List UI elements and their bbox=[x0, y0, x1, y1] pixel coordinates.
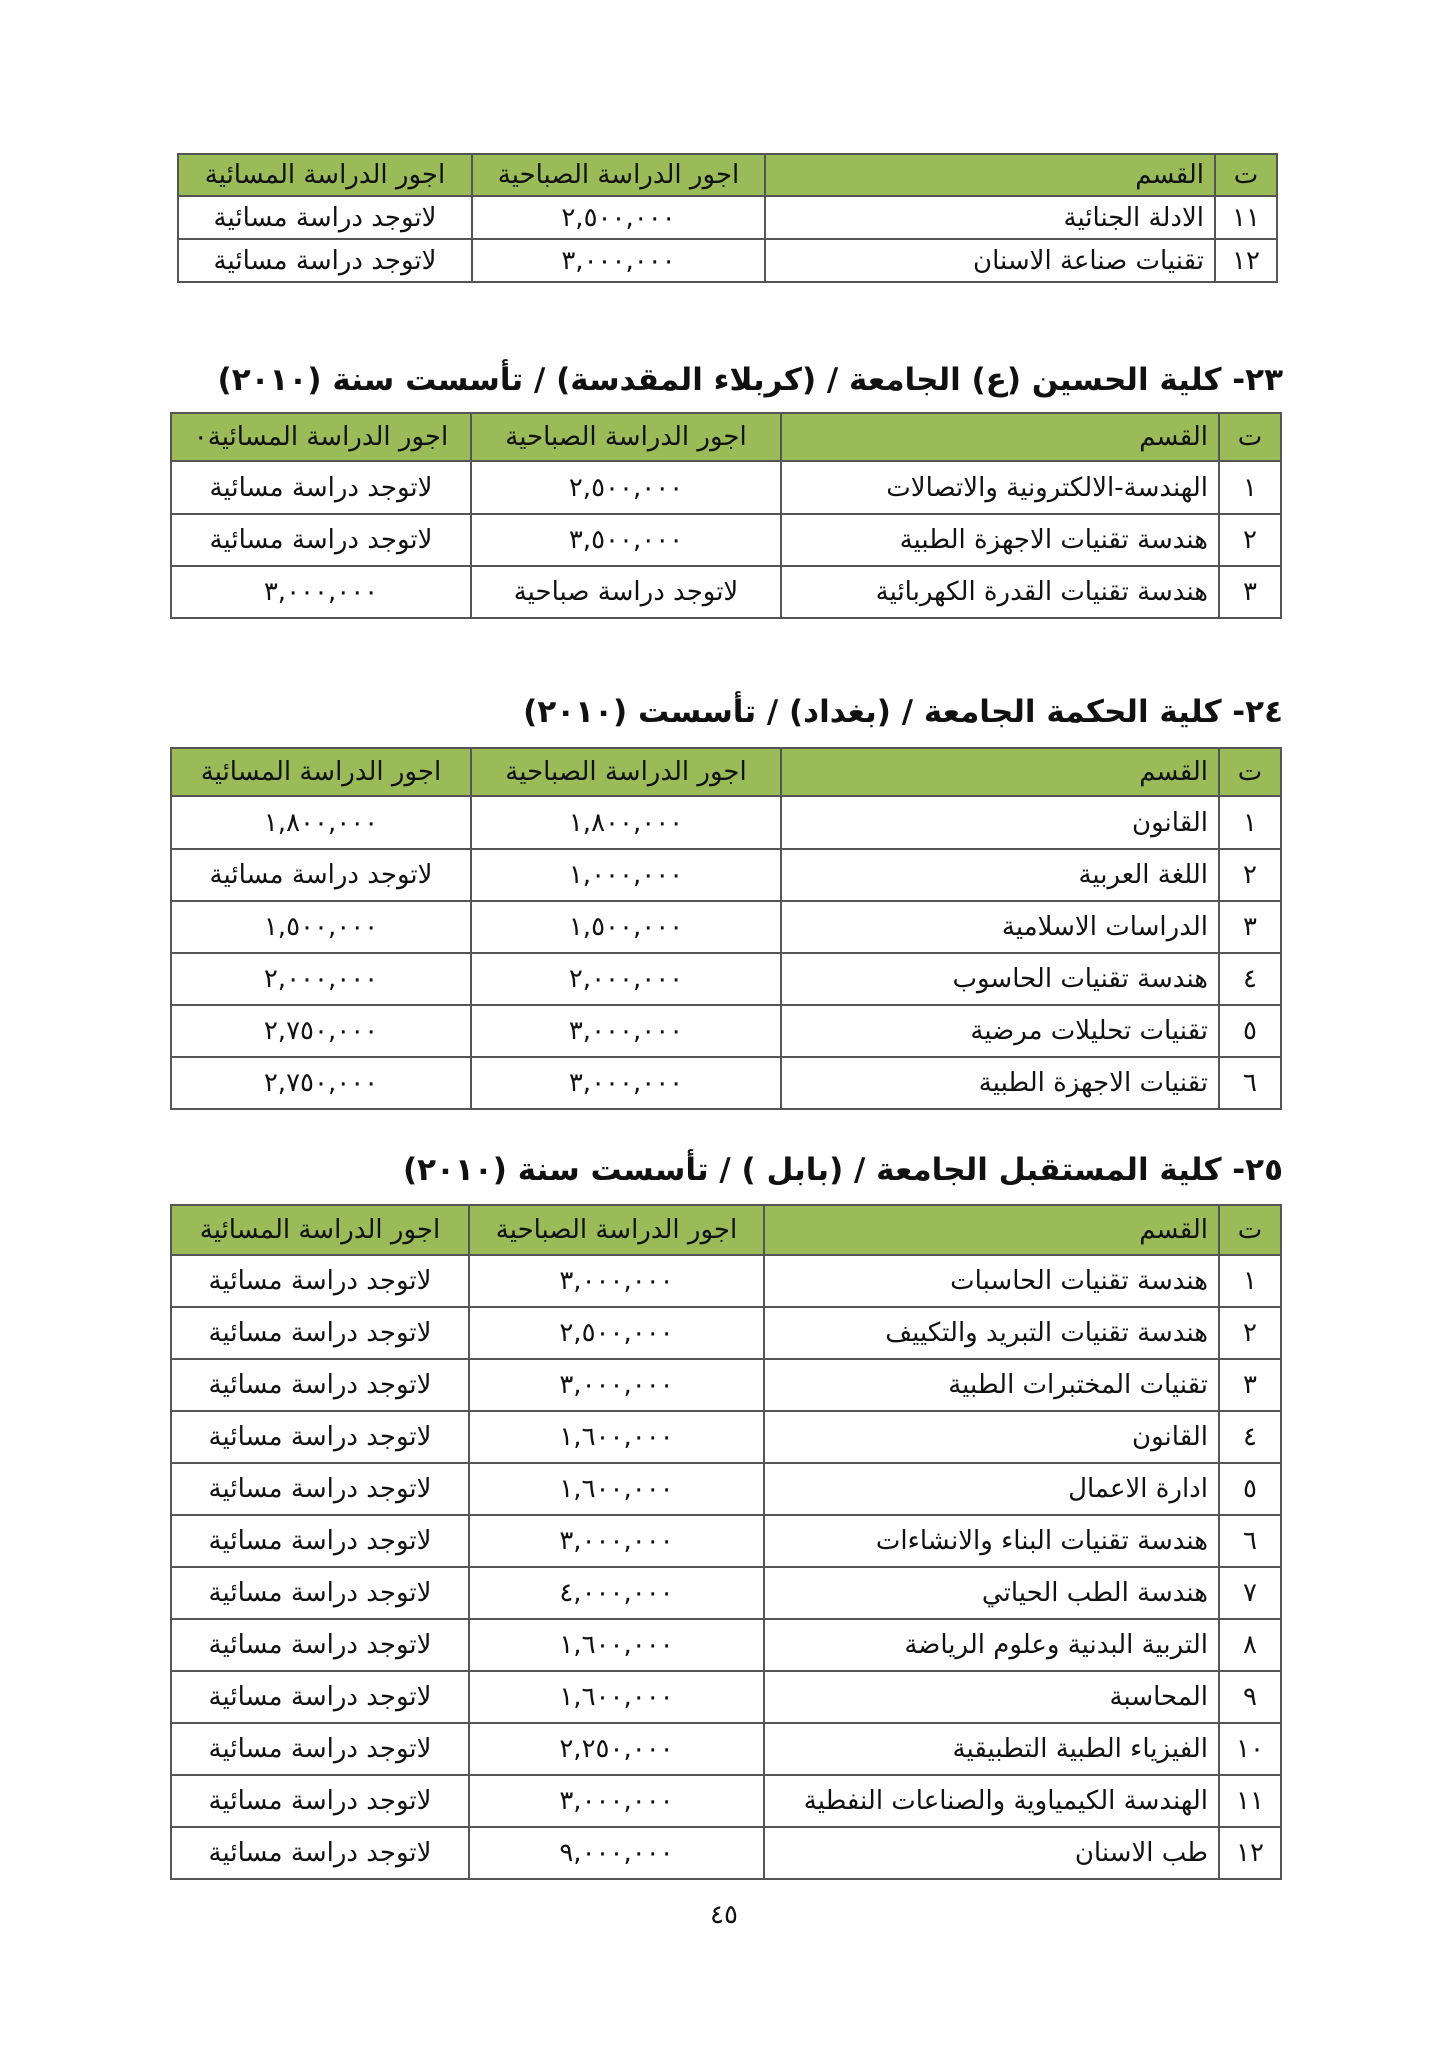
table-row bbox=[171, 1463, 1281, 1515]
cell-evening-fee: لاتوجد دراسة مسائية bbox=[171, 461, 471, 514]
cell-no: ٣ bbox=[1219, 1359, 1281, 1411]
cell-dept: تقنيات المختبرات الطبية bbox=[764, 1359, 1219, 1411]
table-row bbox=[171, 1005, 1281, 1057]
table-header-row bbox=[171, 748, 1281, 796]
cell-no: ٣ bbox=[1219, 901, 1281, 953]
col-header-evening: اجور الدراسة المسائية٠ bbox=[171, 413, 471, 461]
cell-no: ٧ bbox=[1219, 1567, 1281, 1619]
table-row bbox=[171, 1255, 1281, 1307]
col-header-morning: اجور الدراسة الصباحية bbox=[469, 1205, 764, 1255]
cell-dept: طب الاسنان bbox=[764, 1827, 1219, 1879]
table-block-continued bbox=[177, 153, 1278, 283]
fees-table bbox=[177, 153, 1278, 283]
col-header-dept: القسم bbox=[781, 413, 1219, 461]
cell-morning-fee: ٢,٥٠٠,٠٠٠ bbox=[469, 1307, 764, 1359]
col-header-evening: اجور الدراسة المسائية bbox=[178, 154, 472, 196]
cell-morning-fee: ٩,٠٠٠,٠٠٠ bbox=[469, 1827, 764, 1879]
col-header-no: ت bbox=[1219, 413, 1281, 461]
cell-dept: هندسة تقنيات القدرة الكهربائية bbox=[781, 566, 1219, 618]
cell-no: ١٠ bbox=[1219, 1723, 1281, 1775]
fees-table bbox=[170, 412, 1282, 619]
cell-no: ١ bbox=[1219, 461, 1281, 514]
cell-morning-fee: ٣,٠٠٠,٠٠٠ bbox=[471, 1005, 781, 1057]
cell-morning-fee: ٣,٠٠٠,٠٠٠ bbox=[469, 1255, 764, 1307]
cell-morning-fee: ٢,٥٠٠,٠٠٠ bbox=[471, 461, 781, 514]
cell-no: ١٢ bbox=[1219, 1827, 1281, 1879]
table-row bbox=[171, 901, 1281, 953]
table-row bbox=[171, 1359, 1281, 1411]
cell-dept: القانون bbox=[764, 1411, 1219, 1463]
cell-morning-fee: ٢,٠٠٠,٠٠٠ bbox=[471, 953, 781, 1005]
cell-evening-fee: لاتوجد دراسة مسائية bbox=[178, 196, 472, 239]
table-header-row bbox=[171, 413, 1281, 461]
table-row bbox=[171, 1307, 1281, 1359]
cell-morning-fee: لاتوجد دراسة صباحية bbox=[471, 566, 781, 618]
col-header-no: ت bbox=[1215, 154, 1277, 196]
cell-no: ٥ bbox=[1219, 1463, 1281, 1515]
cell-morning-fee: ١,٦٠٠,٠٠٠ bbox=[469, 1619, 764, 1671]
cell-morning-fee: ٣,٥٠٠,٠٠٠ bbox=[471, 514, 781, 566]
table-row bbox=[171, 1567, 1281, 1619]
cell-dept: هندسة تقنيات الاجهزة الطبية bbox=[781, 514, 1219, 566]
cell-evening-fee: لاتوجد دراسة مسائية bbox=[171, 1619, 469, 1671]
table-row bbox=[171, 1411, 1281, 1463]
cell-no: ٢ bbox=[1219, 849, 1281, 901]
cell-no: ١٢ bbox=[1215, 239, 1277, 282]
cell-morning-fee: ٢,٥٠٠,٠٠٠ bbox=[472, 196, 765, 239]
cell-evening-fee: ٢,٧٥٠,٠٠٠ bbox=[171, 1005, 471, 1057]
cell-morning-fee: ١,٦٠٠,٠٠٠ bbox=[469, 1463, 764, 1515]
cell-evening-fee: لاتوجد دراسة مسائية bbox=[171, 1567, 469, 1619]
cell-no: ٨ bbox=[1219, 1619, 1281, 1671]
col-header-dept: القسم bbox=[764, 1205, 1219, 1255]
cell-no: ٥ bbox=[1219, 1005, 1281, 1057]
cell-evening-fee: ٢,٠٠٠,٠٠٠ bbox=[171, 953, 471, 1005]
cell-dept: اللغة العربية bbox=[781, 849, 1219, 901]
fees-table bbox=[170, 747, 1282, 1110]
cell-evening-fee: لاتوجد دراسة مسائية bbox=[178, 239, 472, 282]
cell-dept: القانون bbox=[781, 796, 1219, 849]
cell-evening-fee: لاتوجد دراسة مسائية bbox=[171, 1775, 469, 1827]
cell-evening-fee: لاتوجد دراسة مسائية bbox=[171, 1307, 469, 1359]
table-row bbox=[171, 796, 1281, 849]
cell-morning-fee: ٣,٠٠٠,٠٠٠ bbox=[469, 1775, 764, 1827]
col-header-morning: اجور الدراسة الصباحية bbox=[471, 413, 781, 461]
cell-evening-fee: لاتوجد دراسة مسائية bbox=[171, 1671, 469, 1723]
cell-no: ٦ bbox=[1219, 1057, 1281, 1109]
table-row bbox=[171, 1775, 1281, 1827]
cell-morning-fee: ١,٦٠٠,٠٠٠ bbox=[469, 1411, 764, 1463]
table-row bbox=[171, 1515, 1281, 1567]
cell-evening-fee: لاتوجد دراسة مسائية bbox=[171, 1359, 469, 1411]
cell-evening-fee: لاتوجد دراسة مسائية bbox=[171, 1827, 469, 1879]
table-row bbox=[171, 1723, 1281, 1775]
table-row bbox=[171, 566, 1281, 618]
cell-dept: الهندسة-الالكترونية والاتصالات bbox=[781, 461, 1219, 514]
cell-dept: تقنيات تحليلات مرضية bbox=[781, 1005, 1219, 1057]
cell-dept: هندسة تقنيات الحاسوب bbox=[781, 953, 1219, 1005]
cell-evening-fee: لاتوجد دراسة مسائية bbox=[171, 514, 471, 566]
cell-dept: التربية البدنية وعلوم الرياضة bbox=[764, 1619, 1219, 1671]
table-row bbox=[171, 849, 1281, 901]
cell-morning-fee: ١,٦٠٠,٠٠٠ bbox=[469, 1671, 764, 1723]
table-row bbox=[178, 239, 1277, 282]
cell-evening-fee: لاتوجد دراسة مسائية bbox=[171, 849, 471, 901]
cell-morning-fee: ١,٨٠٠,٠٠٠ bbox=[471, 796, 781, 849]
cell-dept: المحاسبة bbox=[764, 1671, 1219, 1723]
col-header-evening: اجور الدراسة المسائية bbox=[171, 748, 471, 796]
cell-no: ٢ bbox=[1219, 1307, 1281, 1359]
cell-dept: هندسة الطب الحياتي bbox=[764, 1567, 1219, 1619]
table-block-24 bbox=[170, 747, 1282, 1110]
cell-dept: هندسة تقنيات الحاسبات bbox=[764, 1255, 1219, 1307]
cell-morning-fee: ٣,٠٠٠,٠٠٠ bbox=[469, 1359, 764, 1411]
section-heading-23: ٢٣- كلية الحسين (ع) الجامعة / (كربلاء المقدسة) / تأسست سنة (٢٠١٠) bbox=[217, 362, 1283, 398]
table-row bbox=[171, 1057, 1281, 1109]
cell-dept: الادلة الجنائية bbox=[765, 196, 1215, 239]
cell-dept: هندسة تقنيات التبريد والتكييف bbox=[764, 1307, 1219, 1359]
col-header-morning: اجور الدراسة الصباحية bbox=[471, 748, 781, 796]
cell-morning-fee: ٣,٠٠٠,٠٠٠ bbox=[469, 1515, 764, 1567]
cell-no: ٤ bbox=[1219, 953, 1281, 1005]
cell-evening-fee: لاتوجد دراسة مسائية bbox=[171, 1463, 469, 1515]
cell-evening-fee: لاتوجد دراسة مسائية bbox=[171, 1411, 469, 1463]
cell-morning-fee: ١,٠٠٠,٠٠٠ bbox=[471, 849, 781, 901]
cell-dept: ادارة الاعمال bbox=[764, 1463, 1219, 1515]
section-heading-24: ٢٤- كلية الحكمة الجامعة / (بغداد) / تأسست (٢٠١٠) bbox=[523, 694, 1283, 730]
cell-dept: الدراسات الاسلامية bbox=[781, 901, 1219, 953]
cell-no: ١١ bbox=[1219, 1775, 1281, 1827]
table-row bbox=[171, 461, 1281, 514]
table-header-row bbox=[171, 1205, 1281, 1255]
cell-no: ٩ bbox=[1219, 1671, 1281, 1723]
table-header-row bbox=[178, 154, 1277, 196]
cell-no: ٢ bbox=[1219, 514, 1281, 566]
col-header-evening: اجور الدراسة المسائية bbox=[171, 1205, 469, 1255]
table-block-25 bbox=[170, 1204, 1282, 1880]
cell-morning-fee: ١,٥٠٠,٠٠٠ bbox=[471, 901, 781, 953]
cell-evening-fee: لاتوجد دراسة مسائية bbox=[171, 1255, 469, 1307]
col-header-morning: اجور الدراسة الصباحية bbox=[472, 154, 765, 196]
fees-table bbox=[170, 1204, 1282, 1880]
cell-morning-fee: ٢,٢٥٠,٠٠٠ bbox=[469, 1723, 764, 1775]
cell-no: ٣ bbox=[1219, 566, 1281, 618]
cell-evening-fee: ٢,٧٥٠,٠٠٠ bbox=[171, 1057, 471, 1109]
cell-no: ١١ bbox=[1215, 196, 1277, 239]
table-row bbox=[171, 1827, 1281, 1879]
cell-evening-fee: لاتوجد دراسة مسائية bbox=[171, 1723, 469, 1775]
cell-no: ٤ bbox=[1219, 1411, 1281, 1463]
cell-dept: تقنيات صناعة الاسنان bbox=[765, 239, 1215, 282]
table-row bbox=[171, 953, 1281, 1005]
cell-evening-fee: لاتوجد دراسة مسائية bbox=[171, 1515, 469, 1567]
cell-no: ٦ bbox=[1219, 1515, 1281, 1567]
cell-morning-fee: ٣,٠٠٠,٠٠٠ bbox=[472, 239, 765, 282]
cell-evening-fee: ٣,٠٠٠,٠٠٠ bbox=[171, 566, 471, 618]
cell-no: ١ bbox=[1219, 796, 1281, 849]
table-block-23 bbox=[170, 412, 1282, 619]
col-header-no: ت bbox=[1219, 1205, 1281, 1255]
cell-no: ١ bbox=[1219, 1255, 1281, 1307]
col-header-dept: القسم bbox=[765, 154, 1215, 196]
cell-dept: الفيزياء الطبية التطبيقية bbox=[764, 1723, 1219, 1775]
cell-dept: الهندسة الكيمياوية والصناعات النفطية bbox=[764, 1775, 1219, 1827]
cell-evening-fee: ١,٨٠٠,٠٠٠ bbox=[171, 796, 471, 849]
cell-evening-fee: ١,٥٠٠,٠٠٠ bbox=[171, 901, 471, 953]
cell-dept: هندسة تقنيات البناء والانشاءات bbox=[764, 1515, 1219, 1567]
page-number: ٤٥ bbox=[710, 1900, 738, 1930]
table-row bbox=[171, 1671, 1281, 1723]
cell-morning-fee: ٤,٠٠٠,٠٠٠ bbox=[469, 1567, 764, 1619]
cell-dept: تقنيات الاجهزة الطبية bbox=[781, 1057, 1219, 1109]
col-header-no: ت bbox=[1219, 748, 1281, 796]
table-row bbox=[178, 196, 1277, 239]
col-header-dept: القسم bbox=[781, 748, 1219, 796]
section-heading-25: ٢٥- كلية المستقبل الجامعة / (بابل ) / تأسست سنة (٢٠١٠) bbox=[402, 1152, 1283, 1188]
cell-morning-fee: ٣,٠٠٠,٠٠٠ bbox=[471, 1057, 781, 1109]
table-row bbox=[171, 1619, 1281, 1671]
table-row bbox=[171, 514, 1281, 566]
